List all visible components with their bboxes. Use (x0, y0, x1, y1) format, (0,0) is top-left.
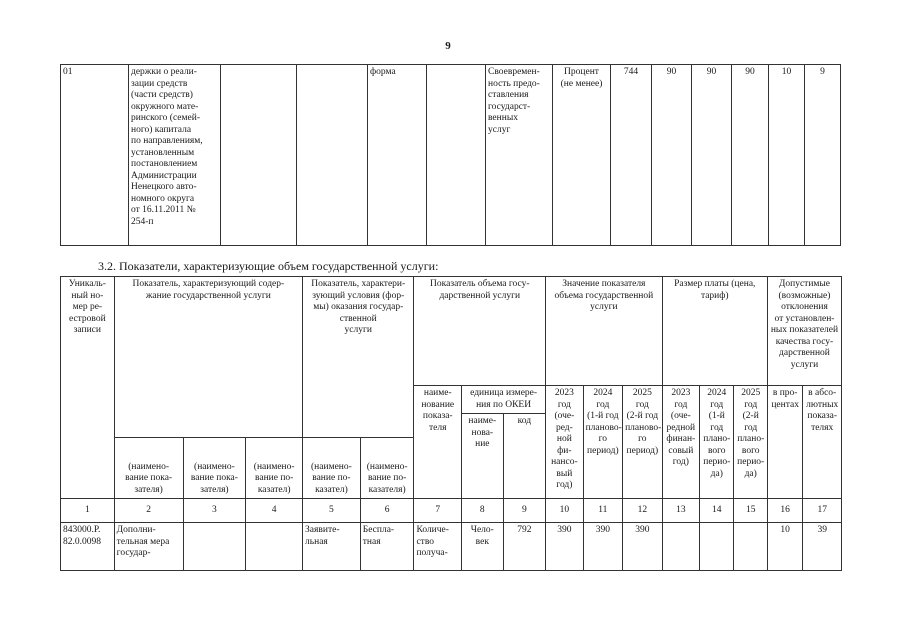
unique-number-cell: 843000.Р. 82.0.0098 (61, 523, 115, 571)
col-number: 8 (462, 499, 504, 523)
unit-cell: Процент (не менее) (553, 65, 611, 246)
quality-table (60, 64, 841, 246)
col-number: 14 (700, 499, 734, 523)
value-2025-cell: 390 (623, 523, 663, 571)
deviation-percent: 10 (769, 65, 805, 246)
header-value-2023: 2023 год (оче- ред- ной фи- нансо- вый год) (546, 386, 583, 499)
table-row (61, 523, 842, 571)
volume-name-cell: Количе- ство получа- (414, 523, 462, 571)
header-deviation-percent: в про- центах (767, 386, 802, 499)
deviation-percent-cell: 10 (767, 523, 802, 571)
header-unit-okei: единица измере- ния по ОКЕИ (462, 386, 546, 414)
value-2023: 90 (652, 65, 692, 246)
unit-name-cell: Чело- век (462, 523, 504, 571)
header-fee: Размер платы (цена, тариф) (662, 277, 767, 386)
col-number: 13 (662, 499, 699, 523)
header-volume-indicator: Показатель объема госу- дарственной услуги (414, 277, 546, 386)
header-unit-name: наиме- нова- ние (462, 414, 504, 499)
section-heading: 3.2. Показатели, характеризующие объем государственной услуги: (98, 259, 439, 273)
col-number: 17 (803, 499, 842, 523)
header-indicator-name: наиме- нование показа- теля (414, 386, 462, 499)
deviation-absolute-cell: 39 (803, 523, 842, 571)
col-number: 2 (114, 499, 183, 523)
header-sub-content-3: (наимено- вание по- казател) (246, 438, 303, 499)
col-number: 11 (583, 499, 623, 523)
header-sub-condition-1: (наимено- вание по- казател) (303, 438, 361, 499)
col-number: 7 (414, 499, 462, 523)
col-number: 15 (734, 499, 767, 523)
header-unique-number: Уникаль- ный но- мер ре- естровой записи (61, 277, 115, 499)
header-fee-2024: 2024 год (1-й год плано- вого перио- да) (700, 386, 734, 499)
header-deviation: Допустимые (возможные) отклонения от установлен- ных показателей качества госу- дарственной услуги (767, 277, 841, 386)
condition-2-cell: Беспла- тная (360, 523, 414, 571)
col-number: 5 (303, 499, 361, 523)
header-fee-2025: 2025 год (2-й год плано- вого перио- да) (734, 386, 767, 499)
header-sub-content-1: (наимено- вание пока- зателя) (114, 438, 183, 499)
col-number: 12 (623, 499, 663, 523)
header-value-2025: 2025 год (2-й год планово- го период) (623, 386, 663, 499)
unit-code-cell: 792 (503, 523, 546, 571)
header-conditions-indicator: Показатель, характери- зующий условия (фор- мы) оказания государ- ственной услуги (303, 277, 414, 438)
col-number: 10 (546, 499, 583, 523)
col-number: 4 (246, 499, 303, 523)
col-number: 9 (503, 499, 546, 523)
header-value-2024: 2024 год (1-й год планово- го период) (583, 386, 623, 499)
value-2023-cell: 390 (546, 523, 583, 571)
value-2024-cell: 390 (583, 523, 623, 571)
page-number: 9 (445, 40, 451, 52)
header-unit-code: код (503, 414, 546, 499)
col-number: 6 (360, 499, 414, 523)
volume-table (60, 276, 842, 571)
header-fee-2023: 2023 год (оче- редной финан- совый год) (662, 386, 699, 499)
quality-indicator: Своевремен- ность предо- ставления государст- венных услуг (486, 65, 553, 246)
content-indicator-cell: Дополни- тельная мера государ- (114, 523, 183, 571)
form-cell: форма (368, 65, 427, 246)
header-deviation-absolute: в абсо- лютных показа- телях (803, 386, 842, 499)
column-number-row (61, 499, 842, 523)
header-sub-content-2: (наимено- вание пока- зателя) (183, 438, 246, 499)
col-number: 3 (183, 499, 246, 523)
col-number: 16 (767, 499, 802, 523)
header-content-indicator: Показатель, характеризующий содер- жание государственной услуги (114, 277, 302, 438)
condition-1-cell: Заявите- льная (303, 523, 361, 571)
service-description: держки о реали- зации средств (части средств) окружного мате- ринского (семей- ного) капитала по направлениям, установленным постановлением Администрации Ненецкого авто- номного округа от 16.11.2011 № 254-п (129, 65, 221, 246)
value-2024: 90 (692, 65, 732, 246)
col-number: 1 (61, 499, 115, 523)
header-sub-condition-2: (наимено- вание по- казателя) (360, 438, 414, 499)
deviation-absolute: 9 (805, 65, 841, 246)
header-volume-value: Значение показателя объема государственной услуги (546, 277, 662, 386)
row-code: 01 (61, 65, 129, 246)
okei-code: 744 (611, 65, 652, 246)
value-2025: 90 (732, 65, 769, 246)
